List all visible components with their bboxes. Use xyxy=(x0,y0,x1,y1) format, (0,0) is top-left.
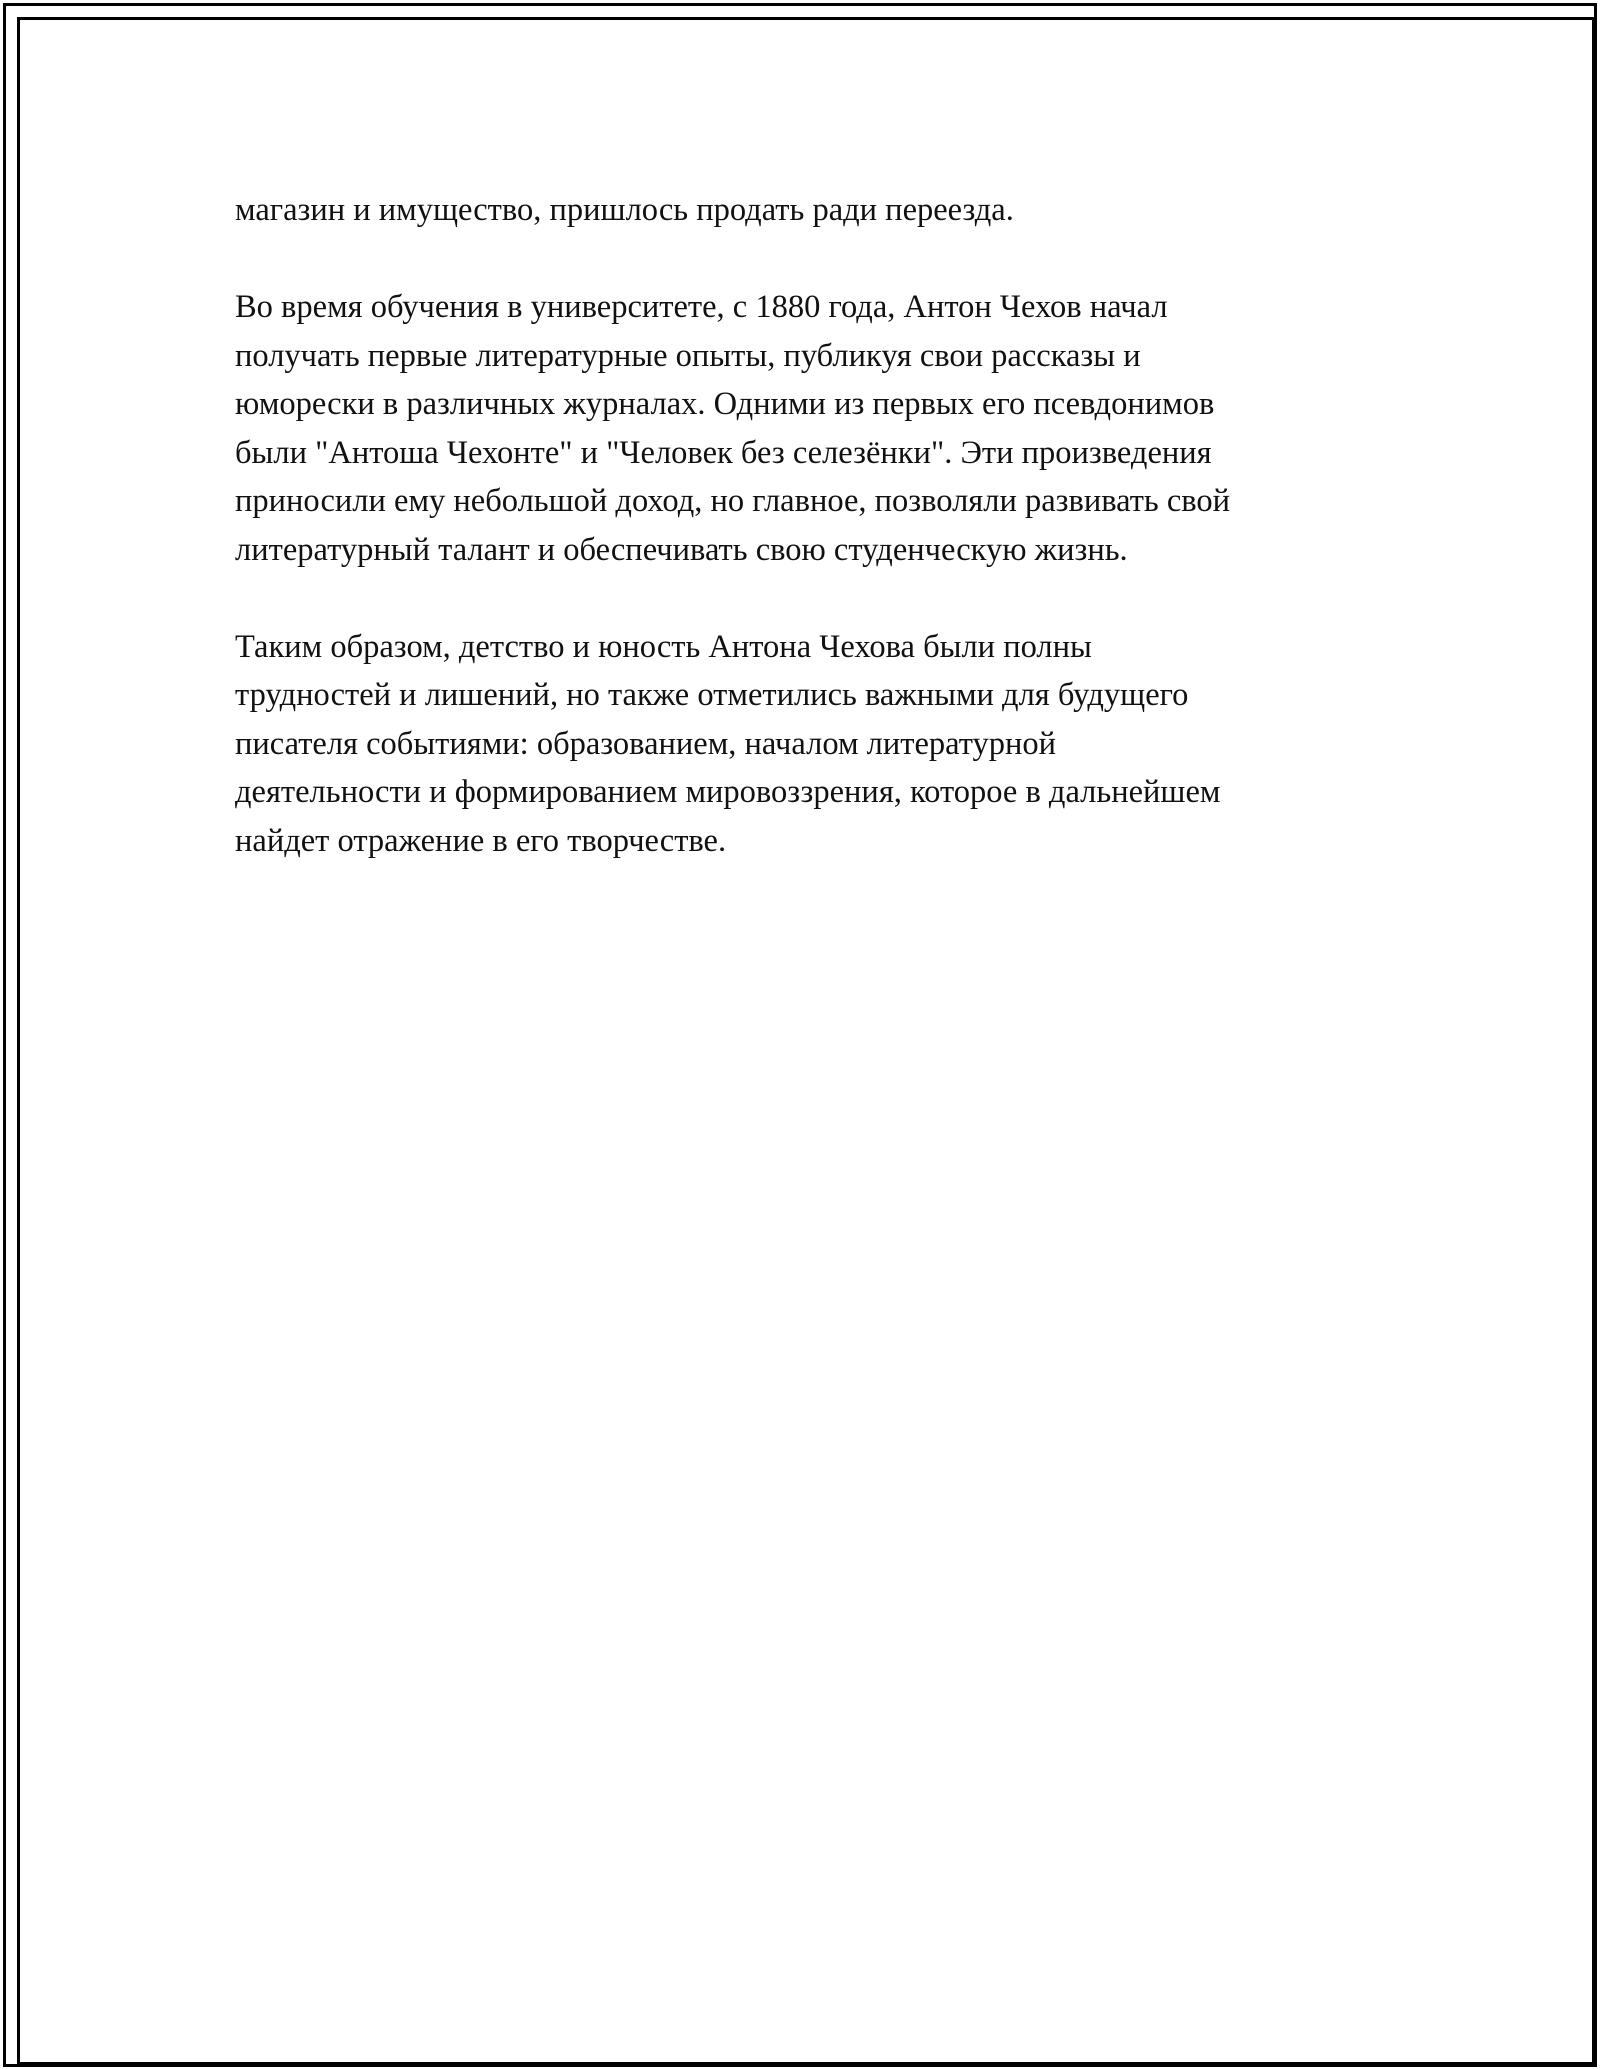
text-line: трудностей и лишений, но также отметились важными для будущего xyxy=(235,677,1189,713)
text-line: деятельности и формированием мировоззрения, которое в дальнейшем xyxy=(235,774,1221,810)
text-line: приносили ему небольшой доход, но главное, позволяли развивать свой xyxy=(235,483,1231,519)
text-line: были "Антоша Чехонте" и "Человек без селезёнки". Эти произведения xyxy=(235,434,1212,471)
document-body xyxy=(235,186,1385,914)
text-line: Таким образом, детство и юность Антона Чехова были полны xyxy=(235,628,1092,665)
text-line: юморески в различных журналах. Одними из первых его псевдонимов xyxy=(235,386,1215,422)
paragraph-2 xyxy=(235,283,1385,574)
text-line: найдет отражение в его творчестве. xyxy=(235,822,727,859)
text-line: литературный талант и обеспечивать свою студенческую жизнь. xyxy=(235,531,1128,568)
text-line: писателя событиями: образованием, началом литературной xyxy=(235,725,1057,762)
text-line: магазин и имущество, пришлось продать ради переезда. xyxy=(235,192,1014,228)
text-line: Во время обучения в университете, с 1880 года, Антон Чехов начал xyxy=(235,289,1168,325)
paragraph-1 xyxy=(235,186,1385,235)
text-line: получать первые литературные опыты, публикуя свои рассказы и xyxy=(235,337,1141,374)
paragraph-3 xyxy=(235,623,1385,866)
